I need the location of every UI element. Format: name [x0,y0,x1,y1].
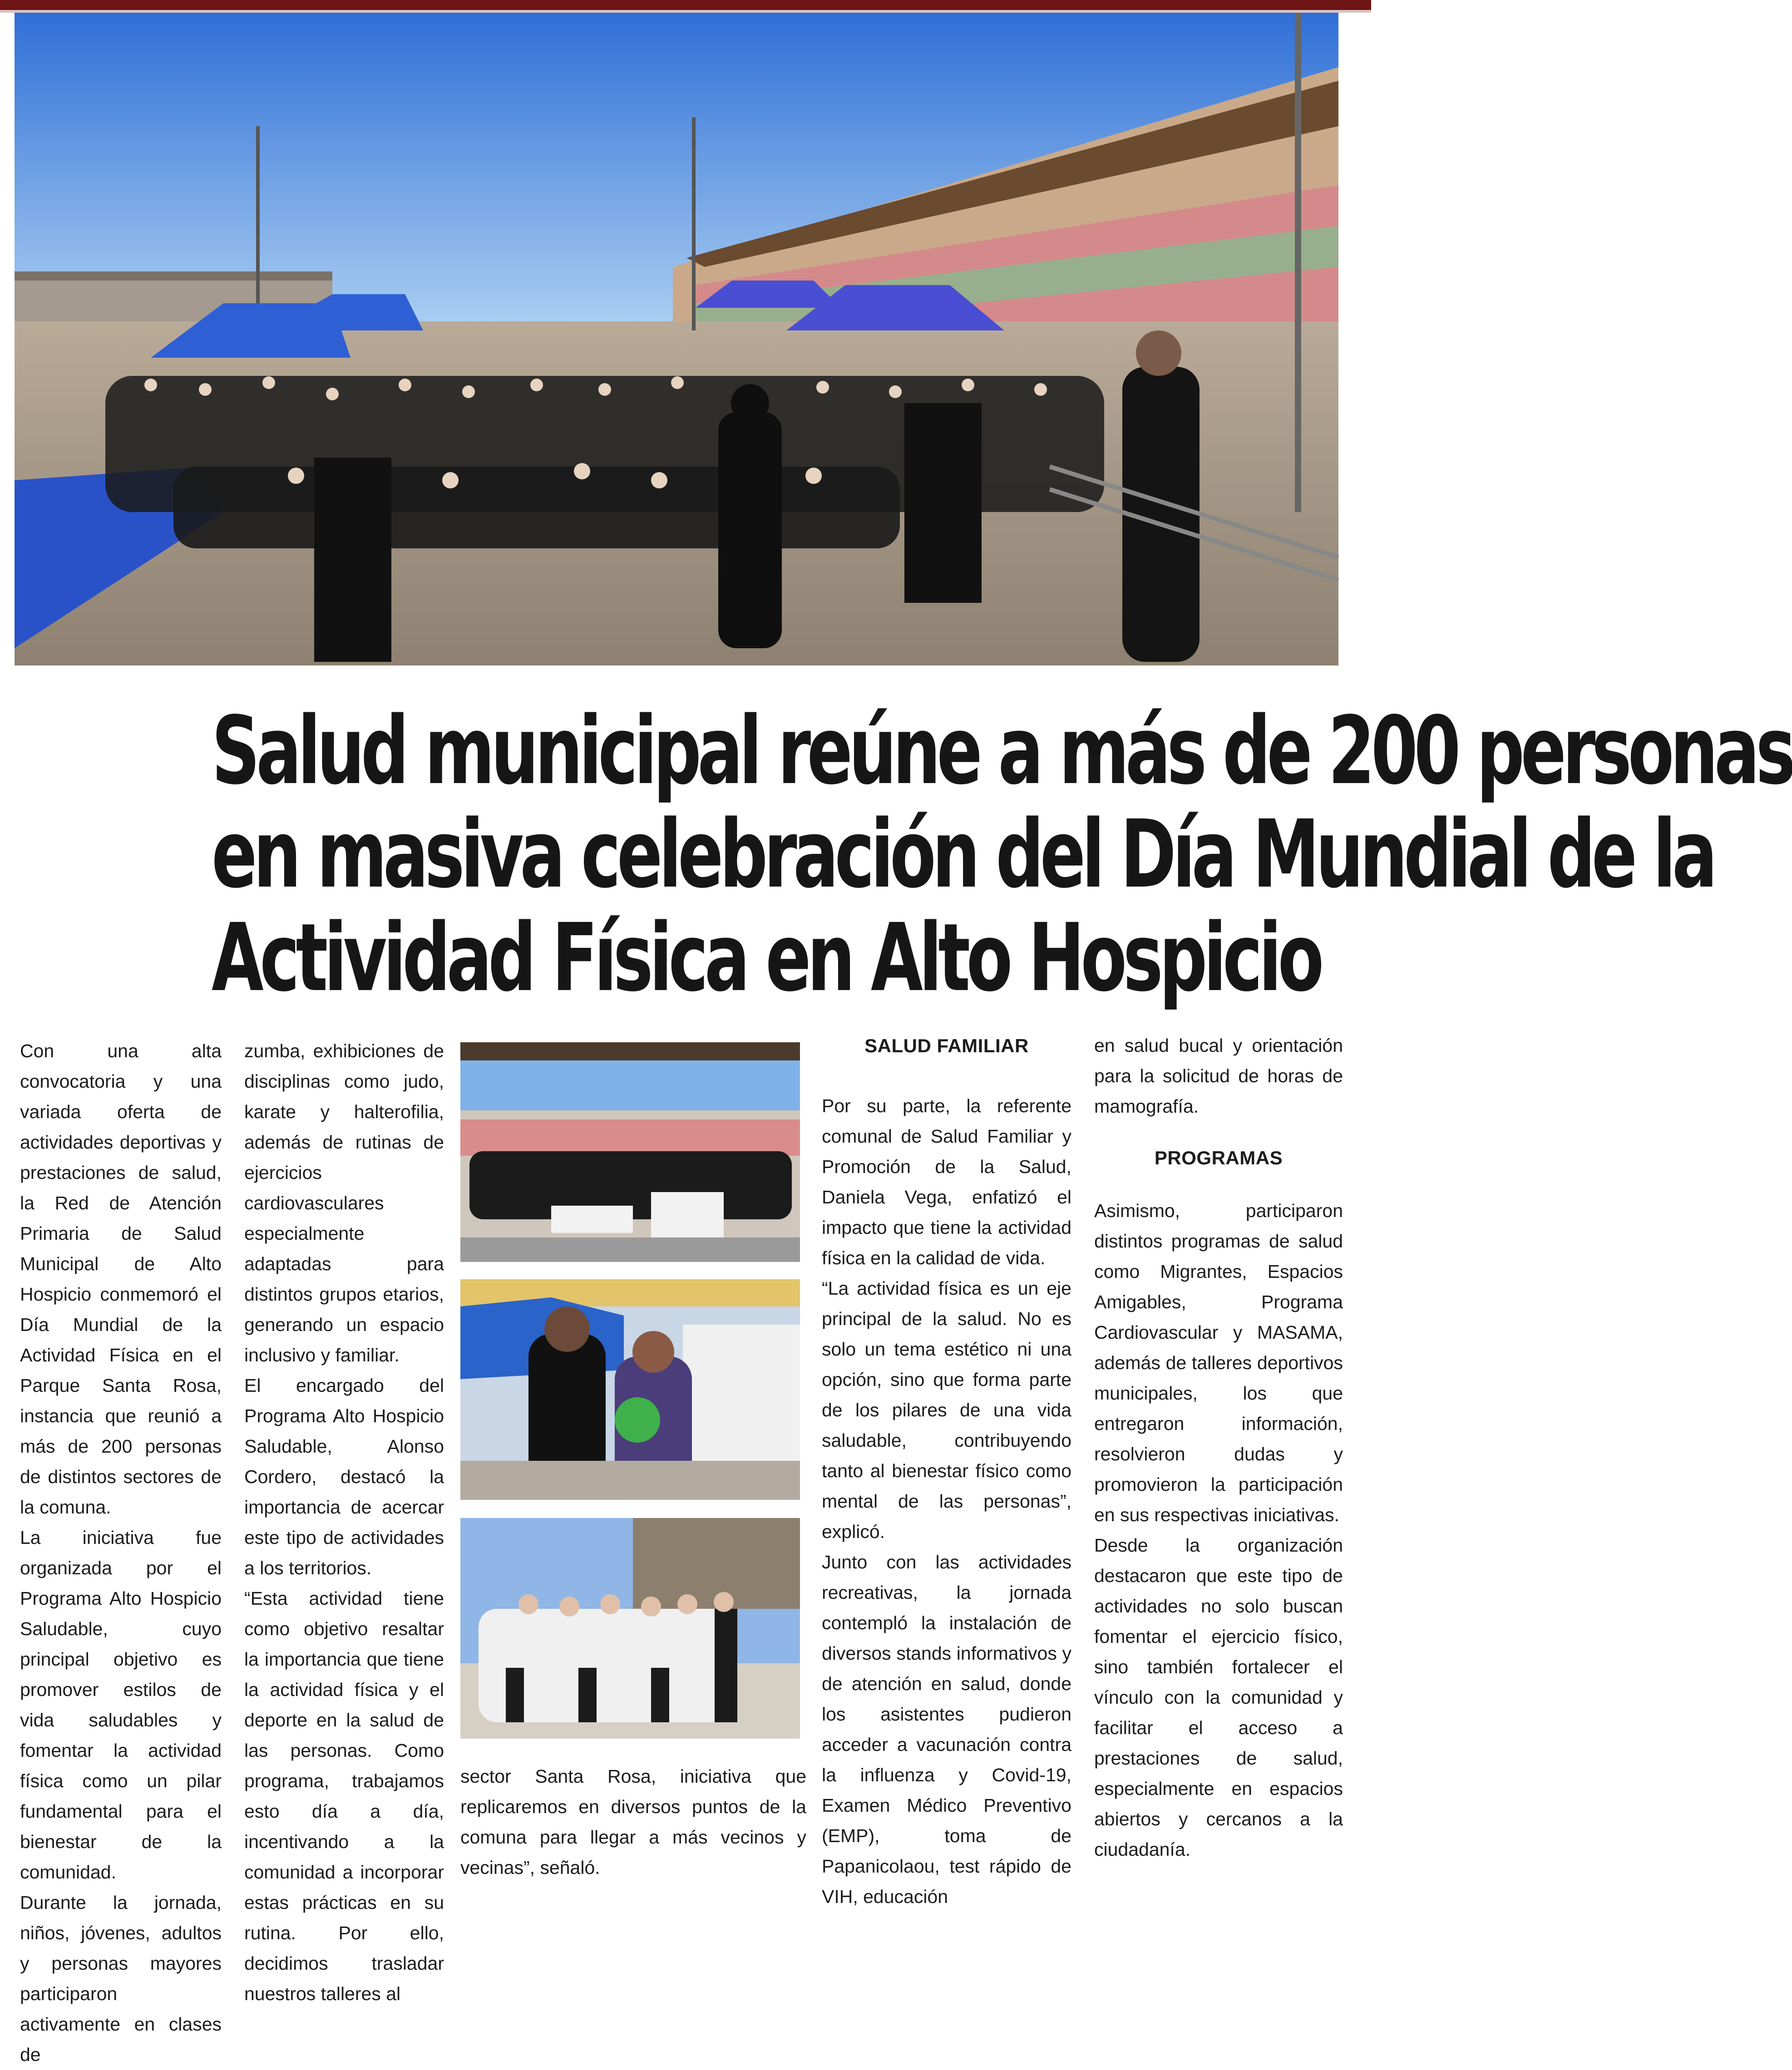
article-column-1 [20,1036,222,2070]
paragraph: El encargado del Programa Alto Hospicio Saludable, Alonso Cordero, destacó la importancia de acercar este tipo de actividades a los territorios. [244,1375,444,1578]
paragraph: sector Santa Rosa, iniciativa que replicaremos en diversos puntos de la comuna para llegar a más vecinos y vecinas”, señaló. [460,1766,806,1878]
inset-photo-health-stand [460,1279,800,1500]
paragraph: “Esta actividad tiene como objetivo resaltar la importancia que tiene la actividad física y el deporte en la salud de las personas. Como programa, trabajamos esto día a día, incentivando a la comunidad a incorporar estas prácticas en su rutina. Por ello, decidimos trasladar nuestros talleres al [244,1588,444,2004]
top-accent-bar [0,0,1371,10]
hero-photo [15,13,1338,665]
article-column-4 [822,1030,1071,1912]
paragraph: Con una alta convocatoria y una variada oferta de actividades deportivas y prestaciones de salud, la Red de Atención Primaria de Salud Municipal de Alto Hospicio conmemoró el Día Mundial de la Actividad Física en el Parque Santa Rosa, instancia que reunió a más de 200 personas de distintos sectores de la comuna. [20,1040,222,1518]
headline-line-2: en masiva celebración del Día Mundial de la [212,800,1714,909]
paragraph: Asimismo, participaron distintos programas de salud como Migrantes, Espacios Amigables, Programa Cardiovascular y MASAMA, además de talleres deportivos municipales, los que entregaron información, resolvieron dudas y promovieron la participación en sus respectivas iniciativas. [1094,1200,1343,1525]
paragraph: zumba, exhibiciones de disciplinas como judo, karate y halterofilia, además de rutinas de ejercicios cardiovasculares especialmente adaptadas para distintos grupos etarios, generando un espacio inclusivo y familiar. [244,1040,444,1365]
inset-photo-team [460,1518,800,1739]
section-subhead: SALUD FAMILIAR [864,1035,1029,1056]
paragraph: en salud bucal y orientación para la solicitud de horas de mamografía. [1094,1035,1343,1117]
paragraph: La iniciativa fue organizada por el Programa Alto Hospicio Saludable, cuyo principal objetivo es promover estilos de vida saludables y fomentar la actividad física como un pilar fundamental para el bienestar de la comunidad. [20,1527,222,1883]
paragraph: Desde la organización destacaron que este tipo de actividades no solo buscan fomentar el ejercicio físico, sino también fortalecer el vínculo con la comunidad y facilitar el acceso a prestaciones de salud, especialmente en espacios abiertos y cercanos a la ciudadanía. [1094,1535,1343,1860]
paragraph: “La actividad física es un eje principal de la salud. No es solo un tema estético ni una opción, sino que forma parte de los pilares de una vida saludable, contribuyendo tanto al bienestar físico como mental de las personas”, explicó. [822,1278,1071,1542]
paragraph: Junto con las actividades recreativas, la jornada contempló la instalación de diversos stands informativos y de atención en salud, donde los asistentes pudieron acceder a vacunación contra la influenza y Covid-19, Examen Médico Preventivo (EMP), toma de Papanicolaou, test rápido de VIH, educación [822,1552,1071,1907]
paragraph: Durante la jornada, niños, jóvenes, adultos y personas mayores participaron activamente en clases de [20,1892,222,2065]
article-column-5 [1094,1030,1343,1865]
article-headline [212,696,1792,1012]
article-column-3 [460,1761,806,1883]
article-column-2 [244,1036,444,2009]
headline-line-3: Actividad Física en Alto Hospicio [212,903,1320,1012]
section-subhead: PROGRAMAS [1154,1147,1283,1168]
headline-line-1: Salud municipal reúne a más de 200 personas [212,696,1792,805]
inset-photo-group-banners [460,1042,800,1262]
paragraph: Por su parte, la referente comunal de Salud Familiar y Promoción de la Salud, Daniela Vega, enfatizó el impacto que tiene la actividad física en la calidad de vida. [822,1095,1071,1268]
